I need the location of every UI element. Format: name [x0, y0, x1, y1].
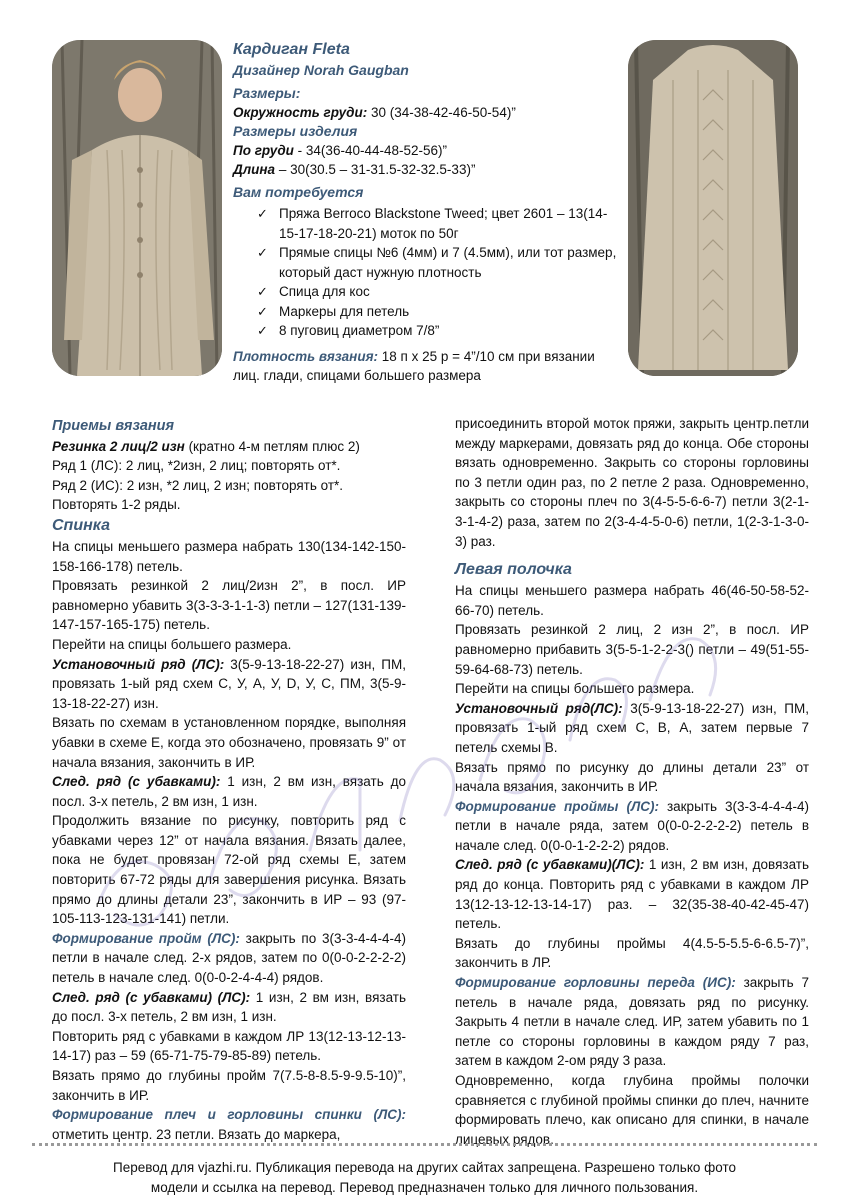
- paragraph: Вязать по схемам в установленном порядке, выполняя убавки в схеме Е, когда это обозначено, провязать 9” от начала вязания, закончить в ИР.: [52, 715, 406, 770]
- decrease-row: След. ряд (с убавками) (ЛС): 1 изн, 2 вм изн, вязать до посл. 3-х петель, 2 вм изн, 1 изн.: [52, 989, 406, 1025]
- left-front-heading: Левая полочка: [455, 561, 572, 579]
- paragraph: На спицы меньшего размера набрать 46(46-50-58-52-66-70) петель.: [455, 583, 809, 618]
- footer-note: [40, 1158, 809, 1198]
- designer-name: Дизайнер Norah Gaugban: [233, 62, 409, 78]
- rib-definition: Резинка 2 лиц/2 изн (кратно 4-м петлям плюс 2): [52, 438, 360, 454]
- pattern-header: [233, 40, 618, 385]
- rib-repeat: Повторять 1-2 ряды.: [52, 497, 181, 513]
- paragraph: присоединить второй моток пряжи, закрыть центр.петли между маркерами, довязать ряд до конца. Обе стороны вязать одновременно. Закрыть со стороны горловины по 3 петли один раз, по 2 петле 2 раза. Одновременно, закрыть со стороны плеч по 3(4-5-5-6-6-7) петли 3(2-1-3-1-4-2) раза, затем по 2(3-4-4-5-0-6) петли, 1(2-3-1-3-0-3) раз.: [455, 416, 809, 549]
- paragraph: Вязать до глубины проймы 4(4.5-5-5.5-6-6.5-7)”, закончить в ЛР.: [455, 935, 809, 971]
- list-item: ✓ Прямые спицы №6 (4мм) и 7 (4.5мм), или тот размер, который даст нужную плотность: [257, 245, 617, 280]
- garment-heading: Размеры изделия: [233, 123, 358, 139]
- shoulder-shaping: Формирование плеч и горловины спинки (ЛС): отметить центр. 23 петли. Вязать до маркера,: [52, 1107, 406, 1142]
- checkmark-icon: ✓: [257, 323, 268, 338]
- checkmark-icon: ✓: [257, 303, 268, 319]
- model-front-photo: [52, 40, 222, 376]
- pattern-title: Кардиган Fleta: [233, 41, 350, 58]
- decrease-row: След. ряд (с убавками)(ЛС): 1 изн, 2 вм изн, довязать ряд до конца. Повторить ряд с убавками в каждом ЛР 13(12-13-12-13-14-17) раз. – 32(35-38-40-42-45-47) петель.: [455, 857, 809, 932]
- list-item: ✓ Маркеры для петель: [257, 302, 618, 322]
- footer-divider: [32, 1143, 817, 1146]
- rib-row-1: Ряд 1 (ЛС): 2 лиц, *2изн, 2 лиц; повторять от*.: [52, 458, 341, 474]
- length-size: Длина – 30(30.5 – 31-31.5-32-32.5-33)”: [233, 162, 476, 177]
- list-item: ✓ 8 пуговиц диаметром 7/8”: [257, 321, 618, 341]
- back-heading: Спинка: [52, 516, 110, 534]
- paragraph: Одновременно, когда глубина проймы полочки сравняется с глубиной проймы спинки до плеч, начните формировать плечо, как описано для спинки, в начале лицевых рядов.: [455, 1073, 809, 1147]
- paragraph: Провязать резинкой 2 лиц, 2 изн 2”, в посл. ИР равномерно прибавить 3(5-5-1-2-2-3() петли – 49(51-55-59-64-68-73) петель.: [455, 622, 809, 677]
- paragraph: Перейти на спицы большего размера.: [455, 681, 695, 697]
- setup-row: Установочный ряд (ЛС): 3(5-9-13-18-22-27) изн, ПМ, провязать 1-ый ряд схем С, У, А, У, D, У, С, ПМ, 3(5-9-13-18-22-27) изн.: [52, 656, 406, 711]
- list-item: ✓ Спица для кос: [257, 282, 618, 302]
- chest-size: Окружность груди: 30 (34-38-42-46-50-54)”: [233, 105, 516, 120]
- neck-shaping: Формирование горловины переда (ИС): закрыть 7 петель в начале ряда, довязать ряд по рисунку. Закрыть 4 петли в начале след. ИР, затем убавить по 1 петле со стороны горловины в каждом ряду 7 раз, затем в каждом 2-ом ряду 3 раза.: [455, 975, 809, 1069]
- checkmark-icon: ✓: [257, 206, 268, 221]
- bust-size: По груди - 34(36-40-44-48-52-56)”: [233, 143, 447, 158]
- model-back-photo: [628, 40, 798, 376]
- gauge: Плотность вязания: 18 п х 25 р = 4”/10 см при вязании лиц. глади, спицами большего размера: [233, 348, 595, 383]
- paragraph: Повторить ряд с убавками в каждом ЛР 13(12-13-12-13-14-17) раз – 59 (65-71-75-79-85-89) петель.: [52, 1028, 406, 1064]
- list-item: ✓ Пряжа Berroco Blackstone Tweed; цвет 2601 – 13(14-15-17-18-20-21) моток по 50г: [257, 206, 608, 241]
- paragraph: Продолжить вязание по рисунку, повторить ряд с убавками через 12” от начала вязания. Вязать далее, пока не будет провязан 72-ой ряд схемы Е, затем повторить 67-72 ряды для завершения рисунка. Вязать прямо до длины детали 23”, закончить в ИР – 93 (97-105-113-123-131-141) петли.: [52, 813, 406, 927]
- checkmark-icon: ✓: [257, 245, 268, 260]
- paragraph: Вязать прямо до глубины пройм 7(7.5-8-8.5-9-9.5-10)”, закончить в ИР.: [52, 1068, 406, 1103]
- left-column: [52, 417, 406, 1144]
- decrease-row: След. ряд (с убавками): 1 изн, 2 вм изн, вязать до посл. 3-х петель, 2 вм изн, 1 изн.: [52, 774, 406, 809]
- sizes-heading: Размеры:: [233, 85, 301, 101]
- techniques-heading: Приемы вязания: [52, 418, 175, 434]
- needs-heading: Вам потребуется: [233, 184, 364, 200]
- paragraph: На спицы меньшего размера набрать 130(134-142-150-158-166-178) петель.: [52, 538, 406, 574]
- right-column: [455, 414, 809, 1149]
- paragraph: Вязать прямо по рисунку до длины детали 23” от начала вязания, закончить в ИР.: [455, 759, 809, 795]
- paragraph: Провязать резинкой 2 лиц/2изн 2”, в посл. ИР равномерно убавить 3(3-3-3-1-1-3) петли – 127(131-139-147-157-165-175) петель.: [52, 578, 406, 633]
- footer-line: модели и ссылка на перевод. Перевод предназначен только для личного пользования.: [150, 1180, 699, 1195]
- materials-list: [233, 204, 618, 341]
- armhole-shaping: Формирование пройм (ЛС): закрыть по 3(3-3-4-4-4-4) петли в начале след. 2-х рядов, затем по 0(0-0-2-2-2-2) петель в начале след. 0(0-0-2-4-4-4) рядов.: [52, 930, 406, 986]
- rib-row-2: Ряд 2 (ИС): 2 изн, *2 лиц, 2 изн; повторять от*.: [52, 477, 344, 493]
- paragraph: Перейти на спицы большего размера.: [52, 636, 292, 652]
- footer-line: Перевод для vjazhi.ru. Публикация перевода на других сайтах запрещена. Разрешено только фото: [112, 1160, 737, 1175]
- setup-row: Установочный ряд(ЛС): 3(5-9-13-18-22-27) изн, ПМ, провязать 1-ый ряд схем С, В, А, затем первые 7 петель схемы В.: [455, 700, 810, 755]
- checkmark-icon: ✓: [257, 284, 268, 299]
- armhole-shaping: Формирование проймы (ЛС): закрыть 3(3-3-4-4-4-4) петли в начале ряда, затем 0(0-0-2-2-2-2) петель в начале след. 0(0-0-1-2-2-2) рядов.: [455, 798, 809, 853]
